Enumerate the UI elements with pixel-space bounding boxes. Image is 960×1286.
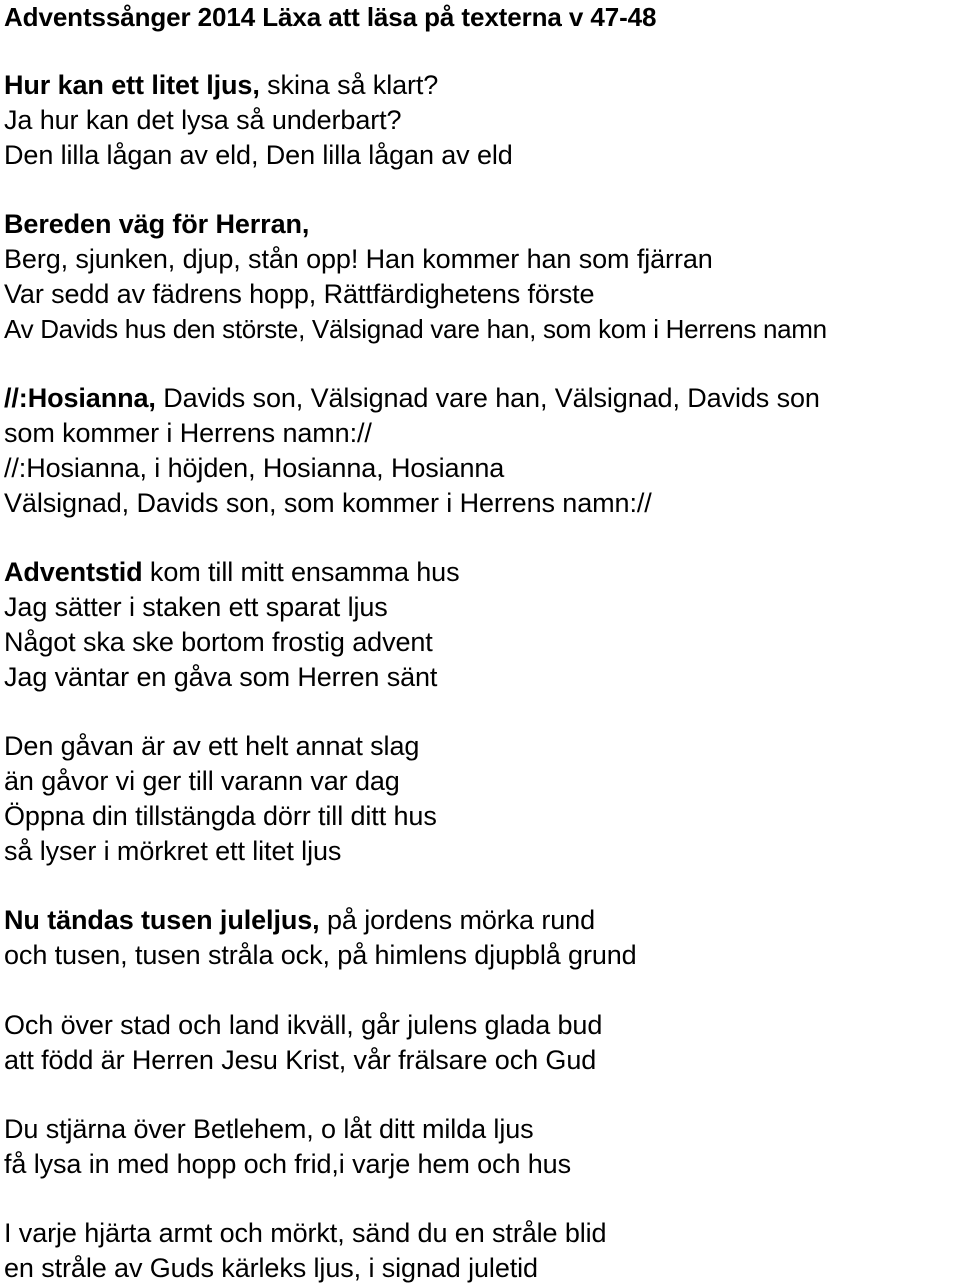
lyric-line xyxy=(4,416,372,451)
lyric-line xyxy=(4,938,637,973)
lyric-line xyxy=(4,660,437,695)
lyric-text: Du stjärna över Betlehem, o låt ditt milda ljus xyxy=(4,1114,534,1144)
page-title: Adventssånger 2014 Läxa att läsa på texterna v 47-48 xyxy=(4,2,657,32)
lyric-text: Davids son, Välsignad vare han, Välsignad, Davids son xyxy=(155,383,820,413)
lyric-line xyxy=(4,1112,534,1147)
lyric-bold: Hur kan ett litet ljus, xyxy=(4,70,260,100)
lyric-line xyxy=(4,1043,596,1078)
lyric-text: //:Hosianna, i höjden, Hosianna, Hosianna xyxy=(4,453,505,483)
lyric-text: Den lilla lågan av eld, Den lilla lågan av eld xyxy=(4,140,513,170)
lyric-line xyxy=(4,555,460,590)
lyric-text: Något ska ske bortom frostig advent xyxy=(4,627,433,657)
lyric-text: Jag sätter i staken ett sparat ljus xyxy=(4,592,388,622)
lyric-text: en stråle av Guds kärleks ljus, i signad juletid xyxy=(4,1253,538,1283)
lyric-text: få lysa in med hopp och frid,i varje hem och hus xyxy=(4,1149,571,1179)
lyric-text: och tusen, tusen stråla ock, på himlens djupblå grund xyxy=(4,940,637,970)
lyric-text: Välsignad, Davids son, som kommer i Herrens namn:// xyxy=(4,488,652,518)
lyric-line xyxy=(4,729,419,764)
lyric-line xyxy=(4,451,504,486)
lyric-line xyxy=(4,242,713,277)
lyric-bold: Bereden väg för Herran, xyxy=(4,209,310,239)
lyric-line xyxy=(4,207,309,242)
lyric-line xyxy=(4,381,820,416)
lyric-text: Av Davids hus den störste, Välsignad vare han, som kom i Herrens namn xyxy=(4,314,827,344)
lyric-line xyxy=(4,138,513,173)
lyric-line xyxy=(4,903,595,938)
lyric-line xyxy=(4,486,652,521)
lyric-text: på jordens mörka rund xyxy=(319,905,596,935)
lyric-text: skina så klart? xyxy=(259,70,439,100)
lyric-line xyxy=(4,799,437,834)
lyric-line xyxy=(4,764,400,799)
lyric-line xyxy=(4,834,341,869)
lyric-text: Och över stad och land ikväll, går julens glada bud xyxy=(4,1010,603,1040)
lyric-bold: //:Hosianna, xyxy=(4,383,156,413)
lyric-text: Ja hur kan det lysa så underbart? xyxy=(4,105,402,135)
lyric-text: Var sedd av fädrens hopp, Rättfärdighetens förste xyxy=(4,279,595,309)
lyric-line xyxy=(4,1147,571,1182)
lyric-line xyxy=(4,590,388,625)
lyric-text: kom till mitt ensamma hus xyxy=(142,557,460,587)
lyric-text: Berg, sjunken, djup, stån opp! Han kommer han som fjärran xyxy=(4,244,713,274)
lyric-bold: Adventstid xyxy=(4,557,143,587)
lyric-text: att född är Herren Jesu Krist, vår frälsare och Gud xyxy=(4,1045,597,1075)
lyric-text: än gåvor vi ger till varann var dag xyxy=(4,766,400,796)
lyric-line xyxy=(4,1251,538,1286)
lyric-line xyxy=(4,312,827,347)
lyric-line xyxy=(4,625,433,660)
lyric-bold: Nu tändas tusen juleljus, xyxy=(4,905,320,935)
lyric-line xyxy=(4,68,438,103)
lyric-text: I varje hjärta armt och mörkt, sänd du en stråle blid xyxy=(4,1218,607,1248)
lyric-text: Jag väntar en gåva som Herren sänt xyxy=(4,662,438,692)
lyric-text: som kommer i Herrens namn:// xyxy=(4,418,372,448)
lyric-text: Öppna din tillstängda dörr till ditt hus xyxy=(4,801,437,831)
lyric-line xyxy=(4,1216,606,1251)
lyric-text: så lyser i mörkret ett litet ljus xyxy=(4,836,342,866)
lyric-line xyxy=(4,103,401,138)
lyric-text: Den gåvan är av ett helt annat slag xyxy=(4,731,420,761)
lyric-line xyxy=(4,1008,602,1043)
lyric-line xyxy=(4,277,594,312)
